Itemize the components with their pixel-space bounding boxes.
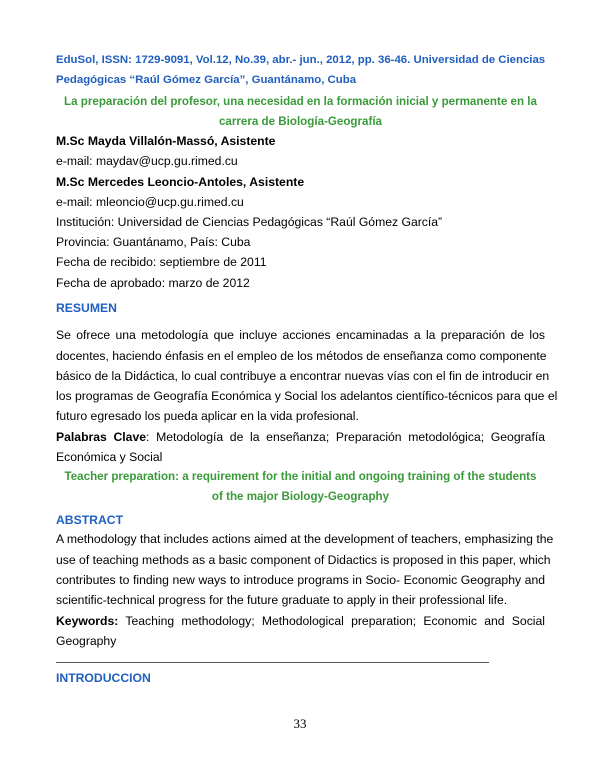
resumen-line: docentes, haciendo énfasis en el empleo de los métodos de enseñanza como componente [56,349,547,363]
palabras-clave-label: Palabras Clave [56,430,147,444]
english-title-line-2: of the major Biology-Geography [211,490,390,503]
palabras-clave-text: : Metodología de la enseñanza; Preparación metodológica; Geografía [146,430,545,444]
palabras-clave-continued: Económica y Social [56,450,163,464]
introduccion-heading: INTRODUCCION [56,671,151,685]
keywords-label: Keywords: [56,614,119,628]
keywords [56,611,545,631]
palabras-clave [56,427,545,447]
province: Provincia: Guantánamo, País: Cuba [56,235,251,249]
resumen-heading: RESUMEN [56,301,117,315]
institution: Institución: Universidad de Ciencias Pedagógicas “Raúl Gómez García” [56,215,443,229]
resumen-line: básico de la Didáctica, lo cual contribuye a encontrar nuevas vías con el fin de introducir en [56,369,550,383]
approved-date: Fecha de aprobado: marzo de 2012 [56,276,250,290]
abstract-line: use of teaching methods as a basic component of Didactics is proposed in this paper, which [56,553,551,567]
journal-header-line-2: Pedagógicas “Raúl Gómez García”, Guantánamo, Cuba [56,74,357,86]
spanish-title-line-1: La preparación del profesor, una necesidad en la formación inicial y permanente en la [64,95,537,108]
journal-header-line-1: EduSol, ISSN: 1729-9091, Vol.12, No.39, abr.- jun., 2012, pp. 36-46. Universidad de Ciencias [56,54,546,66]
resumen-line: los programas de Geografía Económica y Social los adelantos científico-técnicos para que el [56,389,558,403]
english-title-line-1: Teacher preparation: a requirement for the initial and ongoing training of the students [64,470,537,483]
abstract-line: contributes to finding new ways to introduce programs in Socio- Economic Geography and [56,573,545,587]
keywords-continued: Geography [56,634,117,648]
author-1-name: M.Sc Mayda Villalón-Massó, Asistente [56,134,276,148]
resumen-line: futuro egresado los pueda aplicar en la vida profesional. [56,409,359,423]
author-2-email: e-mail: mleoncio@ucp.gu.rimed.cu [56,195,244,209]
section-divider [56,662,489,663]
keywords-text: Teaching methodology; Methodological preparation; Economic and Social [118,614,545,628]
abstract-line: A methodology that includes actions aimed at the development of teachers, emphasizing the [56,532,554,546]
abstract-line: scientific-technical progress for the future graduate to apply in their professional life. [56,593,508,607]
resumen-line: Se ofrece una metodología que incluye acciones encaminadas a la preparación de los [56,328,545,342]
abstract-heading: ABSTRACT [56,513,124,527]
page-number: 33 [293,716,307,731]
author-1-email: e-mail: maydav@ucp.gu.rimed.cu [56,154,238,168]
author-2-name: M.Sc Mercedes Leoncio-Antoles, Asistente [56,175,305,189]
spanish-title-line-2: carrera de Biología-Geografía [218,115,382,128]
received-date: Fecha de recibido: septiembre de 2011 [56,255,267,269]
